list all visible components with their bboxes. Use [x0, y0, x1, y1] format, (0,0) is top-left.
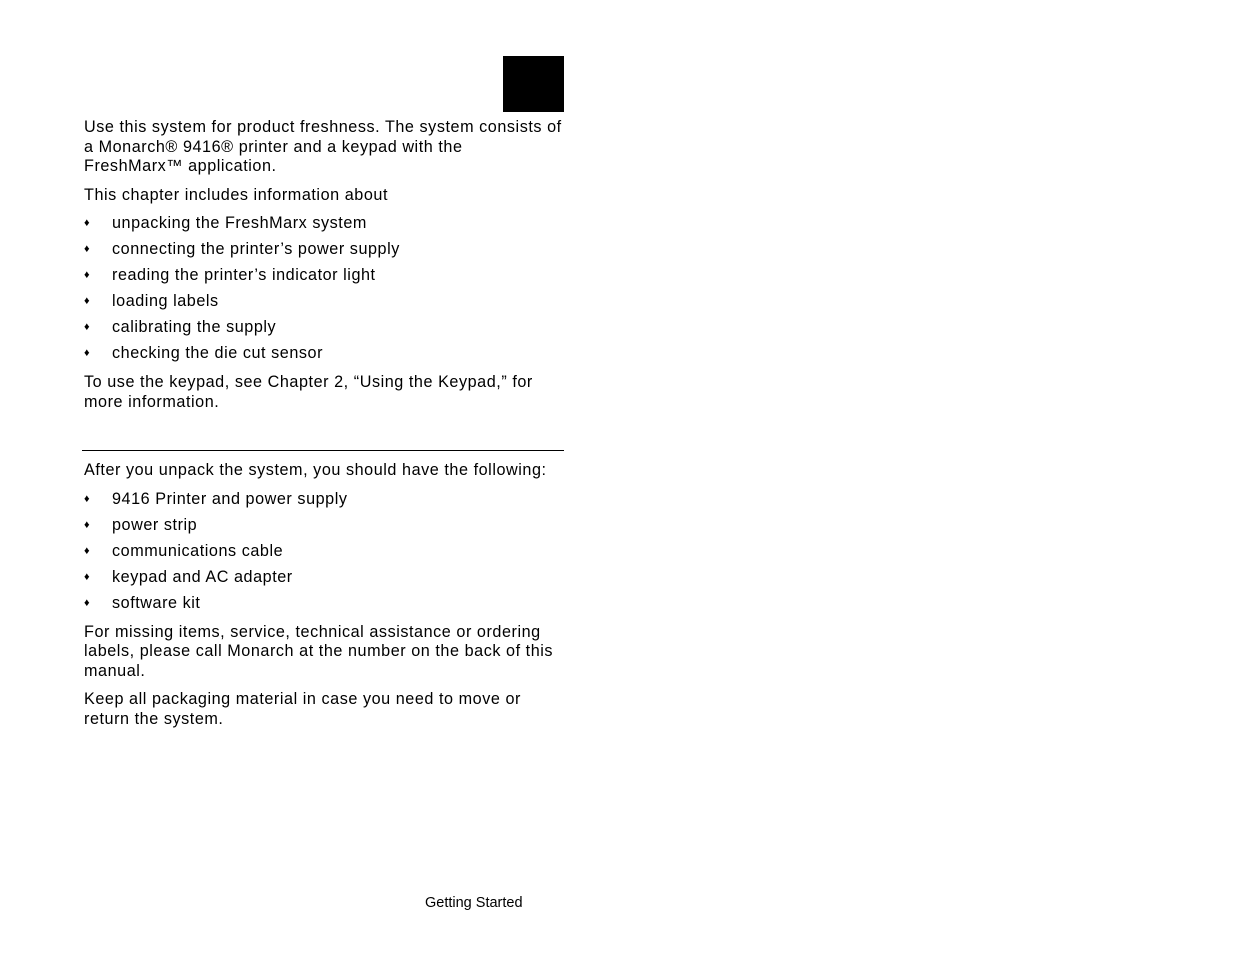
chapter-tab-marker — [503, 56, 564, 112]
diamond-bullet-icon: ♦ — [84, 295, 91, 307]
list-item: ♦ reading the printer’s indicator light — [84, 266, 376, 284]
intro-section — [84, 118, 564, 412]
packaging-note-paragraph: Keep all packaging material in case you need to move or return the system. — [84, 690, 521, 728]
diamond-bullet-icon: ♦ — [84, 347, 91, 359]
list-item: ♦ 9416 Printer and power supply — [84, 489, 348, 508]
intro-paragraph: Use this system for product freshness. The system consists of a Monarch® 9416® printer and a keypad with the FreshMarx™ application. — [84, 118, 562, 175]
unpacking-paragraph: After you unpack the system, you should have the following: — [84, 461, 547, 479]
list-item: ♦ connecting the printer’s power supply — [84, 240, 400, 258]
diamond-bullet-icon: ♦ — [84, 321, 91, 333]
diamond-bullet-icon: ♦ — [84, 570, 91, 583]
section-divider — [82, 450, 564, 451]
diamond-bullet-icon: ♦ — [84, 518, 91, 531]
list-item: ♦ loading labels — [84, 292, 219, 310]
page-footer-label: Getting Started — [425, 895, 523, 911]
diamond-bullet-icon: ♦ — [84, 269, 91, 281]
diamond-bullet-icon: ♦ — [84, 544, 91, 557]
chapter-contents-lead: This chapter includes information about — [84, 185, 388, 204]
package-contents-list — [84, 490, 564, 620]
list-item: ♦ software kit — [84, 593, 201, 612]
diamond-bullet-icon: ♦ — [84, 492, 91, 505]
list-item: ♦ checking the die cut sensor — [84, 344, 324, 362]
diamond-bullet-icon: ♦ — [84, 596, 91, 609]
keypad-reference-paragraph: To use the keypad, see Chapter 2, “Using the Keypad,” for more information. — [84, 373, 533, 411]
list-item: ♦ communications cable — [84, 541, 284, 560]
list-item: ♦ power strip — [84, 515, 198, 534]
chapter-topics-list — [84, 214, 564, 370]
list-item: ♦ keypad and AC adapter — [84, 567, 293, 586]
list-item: ♦ calibrating the supply — [84, 318, 277, 336]
unpacking-section — [84, 461, 564, 729]
list-item: ♦ unpacking the FreshMarx system — [84, 214, 367, 232]
diamond-bullet-icon: ♦ — [84, 217, 91, 229]
diamond-bullet-icon: ♦ — [84, 243, 91, 255]
support-contact-paragraph: For missing items, service, technical assistance or ordering labels, please call Monarch at the number on the back of this manual. — [84, 622, 554, 680]
